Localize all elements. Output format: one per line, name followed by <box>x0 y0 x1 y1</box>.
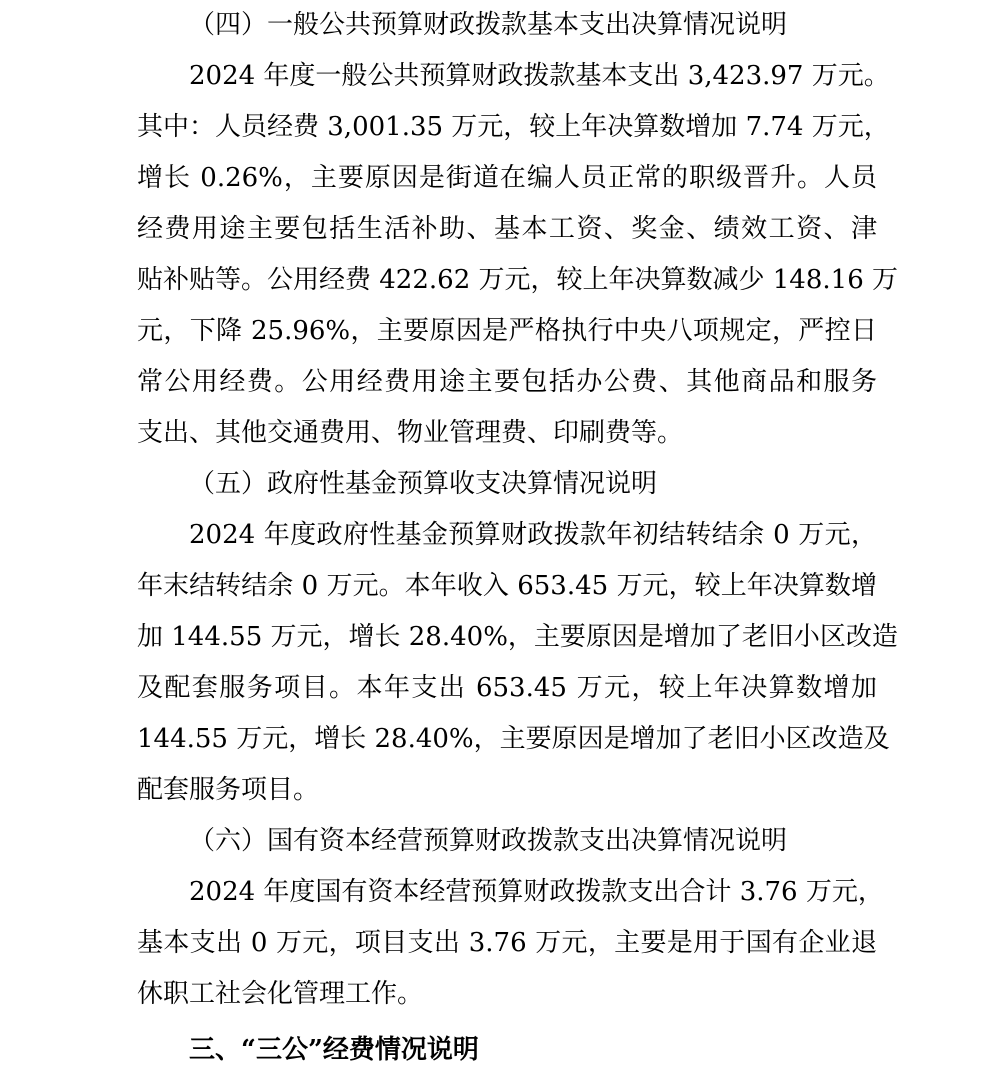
paragraph-line: 及配套服务项目。本年支出 653.45 万元，较上年决算数增加 <box>137 673 877 703</box>
paragraph-line: 2024 年度国有资本经营预算财政拨款支出合计 3.76 万元， <box>189 877 884 907</box>
paragraph-line: 加 144.55 万元，增长 28.40%，主要原因是增加了老旧小区改造 <box>137 622 898 652</box>
paragraph-line: 基本支出 0 万元，项目支出 3.76 万元，主要是用于国有企业退 <box>137 928 877 958</box>
section-paragraph-6 <box>137 867 884 1020</box>
section-heading-6: （六）国有资本经营预算财政拨款支出决算情况说明 <box>189 826 788 856</box>
paragraph-line: 2024 年度政府性基金预算财政拨款年初结转结余 0 万元， <box>189 520 877 550</box>
paragraph-line: 其中：人员经费 3,001.35 万元，较上年决算数增加 7.74 万元， <box>137 112 890 142</box>
section-paragraph-5 <box>137 510 898 816</box>
paragraph-line: 增长 0.26%，主要原因是街道在编人员正常的职级晋升。人员 <box>137 163 877 193</box>
paragraph-line: 元，下降 25.96%，主要原因是严格执行中央八项规定，严控日 <box>137 316 877 346</box>
part-title-three-public-expenses: 三、“三公”经费情况说明 <box>189 1035 479 1065</box>
document-body <box>137 0 899 1074</box>
paragraph-line: 经费用途主要包括生活补助、基本工资、奖金、绩效工资、津 <box>137 214 877 244</box>
paragraph-line: 144.55 万元，增长 28.40%，主要原因是增加了老旧小区改造及 <box>137 724 890 754</box>
section-paragraph-4 <box>137 51 899 459</box>
paragraph-line: 常公用经费。公用经费用途主要包括办公费、其他商品和服务 <box>137 367 877 397</box>
paragraph-line: 配套服务项目。 <box>137 775 320 805</box>
paragraph-line: 休职工社会化管理工作。 <box>137 979 424 1009</box>
paragraph-line: 贴补贴等。公用经费 422.62 万元，较上年决算数减少 148.16 万 <box>137 265 899 295</box>
paragraph-line: 年末结转结余 0 万元。本年收入 653.45 万元，较上年决算数增 <box>137 571 877 601</box>
paragraph-line: 支出、其他交通费用、物业管理费、印刷费等。 <box>137 418 684 448</box>
paragraph-line: 2024 年度一般公共预算财政拨款基本支出 3,423.97 万元。 <box>189 61 890 91</box>
section-heading-4: （四）一般公共预算财政拨款基本支出决算情况说明 <box>189 10 788 40</box>
section-heading-5: （五）政府性基金预算收支决算情况说明 <box>189 469 658 499</box>
